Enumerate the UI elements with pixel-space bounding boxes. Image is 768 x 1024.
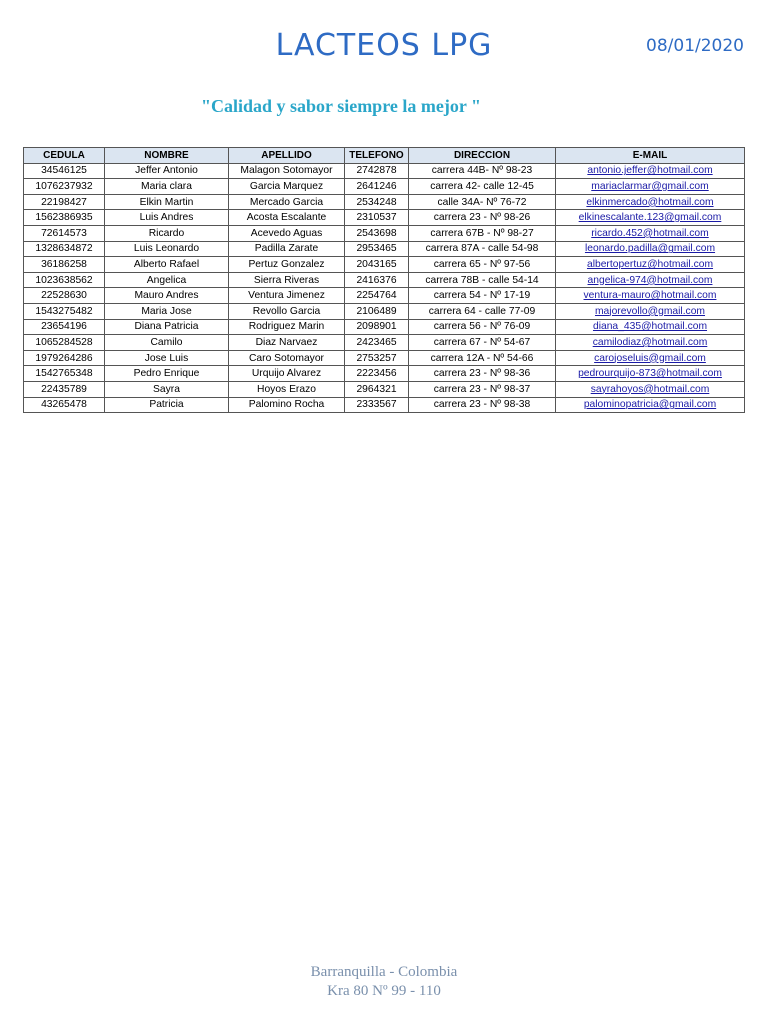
apellido-cell: Pertuz Gonzalez xyxy=(229,257,345,273)
apellido-cell: Sierra Riveras xyxy=(229,272,345,288)
direccion-cell: carrera 56 - Nº 76-09 xyxy=(409,319,556,335)
nombre-cell: Ricardo xyxy=(105,225,229,241)
cedula-cell: 22198427 xyxy=(24,194,105,210)
column-header-telefono: TELEFONO xyxy=(345,148,409,164)
email-link[interactable]: albertopertuz@hotmail.com xyxy=(586,258,714,270)
footer-address xyxy=(0,963,768,1001)
company-title: LACTEOS LPG xyxy=(275,28,493,63)
email-cell xyxy=(556,319,745,335)
telefono-cell: 2333567 xyxy=(345,397,409,413)
apellido-cell: Malagon Sotomayor xyxy=(229,163,345,179)
direccion-cell: calle 34A- Nº 76-72 xyxy=(409,194,556,210)
email-link[interactable]: antonio.jeffer@hotmail.com xyxy=(587,165,713,177)
email-cell xyxy=(556,303,745,319)
telefono-cell: 2543698 xyxy=(345,225,409,241)
email-cell xyxy=(556,194,745,210)
apellido-cell: Caro Sotomayor xyxy=(229,350,345,366)
email-cell xyxy=(556,210,745,226)
nombre-cell: Maria clara xyxy=(105,179,229,195)
table-row xyxy=(24,194,745,210)
telefono-cell: 2043165 xyxy=(345,257,409,273)
nombre-cell: Jeffer Antonio xyxy=(105,163,229,179)
telefono-cell: 2106489 xyxy=(345,303,409,319)
contacts-table xyxy=(23,147,745,413)
email-link[interactable]: leonardo.padilla@gmail.com xyxy=(584,243,716,255)
apellido-cell: Revollo Garcia xyxy=(229,303,345,319)
cedula-cell: 1328634872 xyxy=(24,241,105,257)
nombre-cell: Maria Jose xyxy=(105,303,229,319)
nombre-cell: Jose Luis xyxy=(105,350,229,366)
direccion-cell: carrera 42- calle 12-45 xyxy=(409,179,556,195)
direccion-cell: carrera 65 - Nº 97-56 xyxy=(409,257,556,273)
footer-city: Barranquilla - Colombia xyxy=(310,964,458,980)
email-link[interactable]: sayrahoyos@hotmail.com xyxy=(590,383,710,395)
cedula-cell: 43265478 xyxy=(24,397,105,413)
email-link[interactable]: angelica-974@hotmail.com xyxy=(587,274,713,286)
direccion-cell: carrera 23 - Nº 98-36 xyxy=(409,366,556,382)
nombre-cell: Patricia xyxy=(105,397,229,413)
telefono-cell: 2098901 xyxy=(345,319,409,335)
email-link[interactable]: pedrourquijo-873@hotmail.com xyxy=(578,368,722,380)
apellido-cell: Diaz Narvaez xyxy=(229,335,345,351)
apellido-cell: Palomino Rocha xyxy=(229,397,345,413)
apellido-cell: Hoyos Erazo xyxy=(229,381,345,397)
table-row xyxy=(24,350,745,366)
column-header-email: E-MAIL xyxy=(556,148,745,164)
table-row xyxy=(24,163,745,179)
direccion-cell: carrera 12A - Nº 54-66 xyxy=(409,350,556,366)
direccion-cell: carrera 67 - Nº 54-67 xyxy=(409,335,556,351)
table-row xyxy=(24,303,745,319)
email-cell xyxy=(556,397,745,413)
table-row xyxy=(24,225,745,241)
column-header-apellido: APELLIDO xyxy=(229,148,345,164)
email-cell xyxy=(556,366,745,382)
email-link[interactable]: carojoseluis@gmail.com xyxy=(594,352,706,364)
table-row xyxy=(24,241,745,257)
apellido-cell: Urquijo Alvarez xyxy=(229,366,345,382)
column-header-cedula: CEDULA xyxy=(24,148,105,164)
footer-street: Kra 80 Nº 99 - 110 xyxy=(327,983,441,999)
cedula-cell: 22528630 xyxy=(24,288,105,304)
nombre-cell: Diana Patricia xyxy=(105,319,229,335)
table-row xyxy=(24,319,745,335)
apellido-cell: Ventura Jimenez xyxy=(229,288,345,304)
nombre-cell: Luis Leonardo xyxy=(105,241,229,257)
direccion-cell: carrera 87A - calle 54-98 xyxy=(409,241,556,257)
telefono-cell: 2953465 xyxy=(345,241,409,257)
email-cell xyxy=(556,241,745,257)
telefono-cell: 2534248 xyxy=(345,194,409,210)
nombre-cell: Alberto Rafael xyxy=(105,257,229,273)
email-cell xyxy=(556,179,745,195)
direccion-cell: carrera 64 - calle 77-09 xyxy=(409,303,556,319)
cedula-cell: 23654196 xyxy=(24,319,105,335)
table-body xyxy=(24,163,745,413)
telefono-cell: 2423465 xyxy=(345,335,409,351)
cedula-cell: 22435789 xyxy=(24,381,105,397)
email-link[interactable]: ricardo.452@hotmail.com xyxy=(591,227,709,239)
apellido-cell: Acevedo Aguas xyxy=(229,225,345,241)
direccion-cell: carrera 44B- Nº 98-23 xyxy=(409,163,556,179)
cedula-cell: 34546125 xyxy=(24,163,105,179)
cedula-cell: 1023638562 xyxy=(24,272,105,288)
table-row xyxy=(24,335,745,351)
email-link[interactable]: elkinmercado@hotmail.com xyxy=(586,196,714,208)
email-cell xyxy=(556,350,745,366)
cedula-cell: 1542765348 xyxy=(24,366,105,382)
telefono-cell: 2223456 xyxy=(345,366,409,382)
direccion-cell: carrera 23 - Nº 98-26 xyxy=(409,210,556,226)
email-link[interactable]: camilodiaz@hotmail.com xyxy=(592,336,708,348)
direccion-cell: carrera 67B - Nº 98-27 xyxy=(409,225,556,241)
email-link[interactable]: ventura-mauro@hotmail.com xyxy=(583,290,717,302)
telefono-cell: 2753257 xyxy=(345,350,409,366)
apellido-cell: Acosta Escalante xyxy=(229,210,345,226)
direccion-cell: carrera 23 - Nº 98-38 xyxy=(409,397,556,413)
email-cell xyxy=(556,163,745,179)
telefono-cell: 2641246 xyxy=(345,179,409,195)
email-cell xyxy=(556,335,745,351)
nombre-cell: Elkin Martin xyxy=(105,194,229,210)
table-header-row xyxy=(24,148,745,164)
table-row xyxy=(24,366,745,382)
apellido-cell: Padilla Zarate xyxy=(229,241,345,257)
cedula-cell: 1979264286 xyxy=(24,350,105,366)
table-row xyxy=(24,272,745,288)
column-header-nombre: NOMBRE xyxy=(105,148,229,164)
apellido-cell: Rodriguez Marin xyxy=(229,319,345,335)
document-date: 08/01/2020 xyxy=(646,36,744,56)
email-cell xyxy=(556,225,745,241)
company-slogan: "Calidad y sabor siempre la mejor " xyxy=(201,96,481,116)
cedula-cell: 1076237932 xyxy=(24,179,105,195)
apellido-cell: Mercado Garcia xyxy=(229,194,345,210)
nombre-cell: Pedro Enrique xyxy=(105,366,229,382)
table-row xyxy=(24,288,745,304)
nombre-cell: Luis Andres xyxy=(105,210,229,226)
cedula-cell: 1562386935 xyxy=(24,210,105,226)
apellido-cell: Garcia Marquez xyxy=(229,179,345,195)
direccion-cell: carrera 78B - calle 54-14 xyxy=(409,272,556,288)
telefono-cell: 2310537 xyxy=(345,210,409,226)
table-row xyxy=(24,397,745,413)
nombre-cell: Mauro Andres xyxy=(105,288,229,304)
nombre-cell: Angelica xyxy=(105,272,229,288)
cedula-cell: 1543275482 xyxy=(24,303,105,319)
table-row xyxy=(24,210,745,226)
email-cell xyxy=(556,257,745,273)
column-header-direccion: DIRECCION xyxy=(409,148,556,164)
email-link[interactable]: elkinescalante.123@gmail.com xyxy=(578,212,722,224)
telefono-cell: 2416376 xyxy=(345,272,409,288)
direccion-cell: carrera 54 - Nº 17-19 xyxy=(409,288,556,304)
telefono-cell: 2964321 xyxy=(345,381,409,397)
nombre-cell: Camilo xyxy=(105,335,229,351)
table-row xyxy=(24,179,745,195)
telefono-cell: 2254764 xyxy=(345,288,409,304)
email-link[interactable]: diana_435@hotmail.com xyxy=(592,321,708,333)
email-link[interactable]: mariaclarmar@gmail.com xyxy=(591,180,709,192)
telefono-cell: 2742878 xyxy=(345,163,409,179)
direccion-cell: carrera 23 - Nº 98-37 xyxy=(409,381,556,397)
table-row xyxy=(24,257,745,273)
email-cell xyxy=(556,288,745,304)
email-link[interactable]: majorevollo@gmail.com xyxy=(594,305,706,317)
cedula-cell: 36186258 xyxy=(24,257,105,273)
email-cell xyxy=(556,272,745,288)
table-row xyxy=(24,381,745,397)
email-link[interactable]: palominopatricia@gmail.com xyxy=(583,399,717,411)
nombre-cell: Sayra xyxy=(105,381,229,397)
email-cell xyxy=(556,381,745,397)
cedula-cell: 1065284528 xyxy=(24,335,105,351)
cedula-cell: 72614573 xyxy=(24,225,105,241)
